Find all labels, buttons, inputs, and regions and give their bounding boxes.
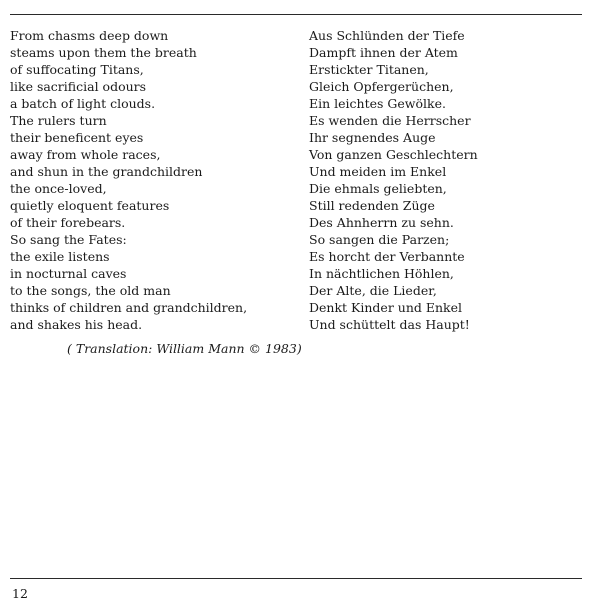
poem-line: From chasms deep down xyxy=(10,28,169,43)
poem-line: thinks of children and grandchildren, xyxy=(10,300,248,315)
poem-line: the once-loved, xyxy=(10,181,107,196)
english-translation-column xyxy=(10,27,290,333)
german-stanza-3 xyxy=(309,231,569,333)
poem-line: Es wenden die Herrscher xyxy=(309,113,471,128)
poem-line: Und schüttelt das Haupt! xyxy=(309,317,470,332)
poem-line: their beneficent eyes xyxy=(10,130,144,145)
poem-line: So sang the Fates: xyxy=(10,232,127,247)
poem-line: quietly eloquent features xyxy=(10,198,170,213)
translation-credit: ( Translation: William Mann © 1983) xyxy=(67,341,302,356)
poem-line: Die ehmals geliebten, xyxy=(309,181,447,196)
poem-line: like sacrificial odours xyxy=(10,79,147,94)
poem-line: steams upon them the breath xyxy=(10,45,197,60)
poem-line: Dampft ihnen der Atem xyxy=(309,45,458,60)
poem-line: Erstickter Titanen, xyxy=(309,62,429,77)
poem-line: Aus Schlünden der Tiefe xyxy=(309,28,465,43)
poem-line: Still redenden Züge xyxy=(309,198,435,213)
german-stanza-1 xyxy=(309,27,569,112)
poem-line: of their forebears. xyxy=(10,215,126,230)
english-stanza-3 xyxy=(10,231,290,333)
poem-line: The rulers turn xyxy=(10,113,107,128)
german-stanza-2 xyxy=(309,112,569,231)
poem-line: a batch of light clouds. xyxy=(10,96,156,111)
poem-line: Ein leichtes Gewölke. xyxy=(309,96,446,111)
poem-line: in nocturnal caves xyxy=(10,266,127,281)
english-stanza-1 xyxy=(10,27,290,112)
poem-line: Denkt Kinder und Enkel xyxy=(309,300,462,315)
top-rule xyxy=(10,14,582,15)
poem-line: Des Ahnherrn zu sehn. xyxy=(309,215,454,230)
english-stanza-2 xyxy=(10,112,290,231)
poem-line: Gleich Opfergerüchen, xyxy=(309,79,454,94)
poem-line: Und meiden im Enkel xyxy=(309,164,447,179)
poem-line: Der Alte, die Lieder, xyxy=(309,283,437,298)
poem-line: away from whole races, xyxy=(10,147,161,162)
poem-line: In nächtlichen Höhlen, xyxy=(309,266,454,281)
bottom-rule xyxy=(10,578,582,579)
poem-line: Ihr segnendes Auge xyxy=(309,130,436,145)
poem-line: Es horcht der Verbannte xyxy=(309,249,465,264)
poem-line: to the songs, the old man xyxy=(10,283,171,298)
page-number: 12 xyxy=(12,586,28,601)
german-original-column xyxy=(309,27,569,333)
poem-line: of suffocating Titans, xyxy=(10,62,144,77)
poem-line: and shun in the grandchildren xyxy=(10,164,203,179)
poem-line: Von ganzen Geschlechtern xyxy=(309,147,478,162)
poem-line: So sangen die Parzen; xyxy=(309,232,450,247)
poem-line: and shakes his head. xyxy=(10,317,143,332)
poem-line: the exile listens xyxy=(10,249,110,264)
